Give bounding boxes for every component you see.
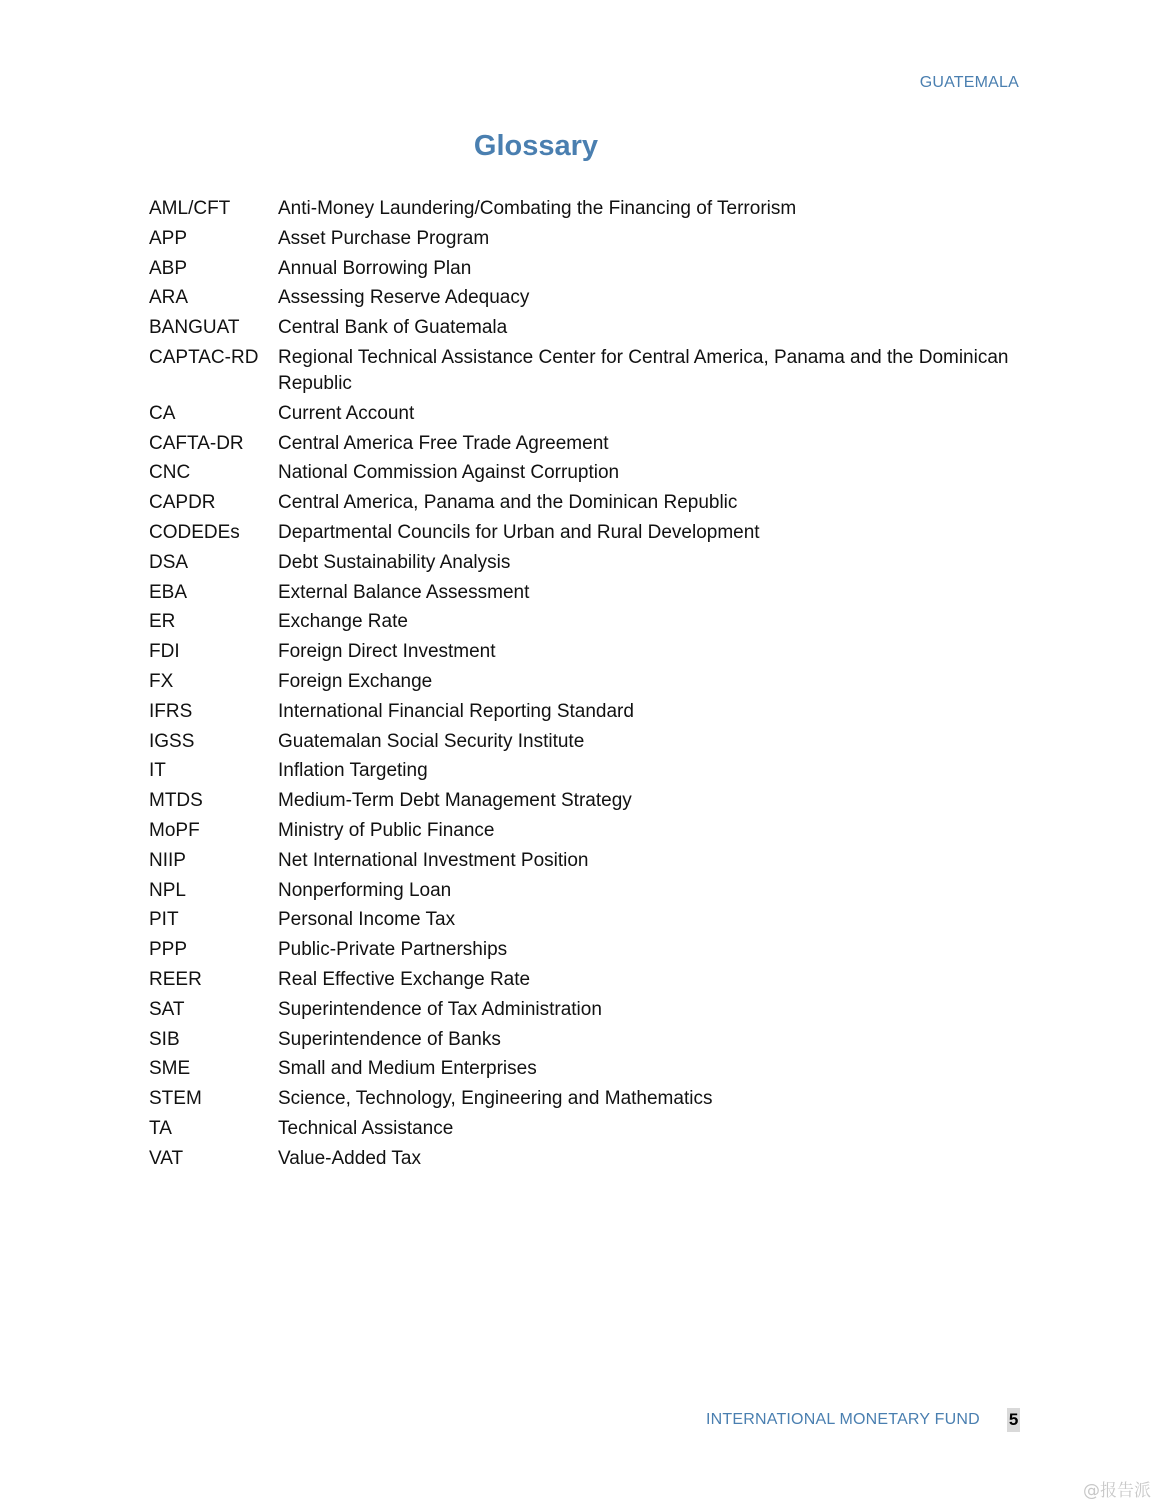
running-header: GUATEMALA — [919, 74, 1019, 91]
glossary-entry — [149, 788, 1049, 814]
glossary-entry — [149, 669, 1049, 695]
glossary-entry — [149, 758, 1049, 784]
glossary-abbreviation: IT — [149, 760, 166, 782]
glossary-definition: Foreign Direct Investment — [278, 641, 496, 663]
glossary-entry — [149, 401, 1049, 427]
glossary-definition: Value-Added Tax — [278, 1147, 421, 1169]
glossary-definition: Science, Technology, Engineering and Mathematics — [278, 1088, 713, 1110]
glossary-definition: Technical Assistance — [278, 1117, 454, 1139]
glossary-abbreviation: AML/CFT — [149, 198, 231, 219]
glossary-entry — [149, 937, 1049, 963]
glossary-abbreviation: CODEDEs — [149, 521, 240, 543]
page-number: 5 — [1007, 1408, 1020, 1432]
glossary-entry — [149, 1027, 1049, 1053]
glossary-entry — [149, 997, 1049, 1023]
glossary-entry — [149, 490, 1049, 516]
glossary-definition: Asset Purchase Program — [278, 227, 490, 249]
glossary-abbreviation: SIB — [149, 1028, 180, 1050]
glossary-entry — [149, 699, 1049, 725]
glossary-list — [149, 196, 1049, 1176]
glossary-abbreviation: STEM — [149, 1088, 202, 1110]
glossary-abbreviation: FX — [149, 670, 174, 692]
glossary-definition: Assessing Reserve Adequacy — [278, 287, 530, 309]
glossary-entry — [149, 639, 1049, 665]
glossary-entry — [149, 196, 1049, 222]
footer-organization: INTERNATIONAL MONETARY FUND — [706, 1411, 980, 1428]
glossary-definition: Superintendence of Tax Administration — [278, 998, 602, 1020]
glossary-entry — [149, 550, 1049, 576]
glossary-abbreviation: SME — [149, 1058, 191, 1080]
glossary-abbreviation: VAT — [149, 1147, 184, 1169]
page-footer — [706, 1408, 1020, 1432]
glossary-definition: Anti-Money Laundering/Combating the Financing of Terrorism — [278, 198, 797, 219]
glossary-entry — [149, 878, 1049, 904]
glossary-abbreviation: IFRS — [149, 700, 193, 722]
glossary-definition: National Commission Against Corruption — [278, 462, 620, 484]
glossary-definition: Regional Technical Assistance Center for Central America, Panama and the Dominican Republic — [278, 346, 1009, 394]
glossary-abbreviation: CAFTA-DR — [149, 432, 244, 454]
glossary-definition: Nonperforming Loan — [278, 879, 452, 901]
glossary-definition: Central America Free Trade Agreement — [278, 432, 609, 454]
glossary-definition: International Financial Reporting Standard — [278, 700, 634, 722]
glossary-entry — [149, 729, 1049, 755]
glossary-abbreviation: PPP — [149, 939, 188, 961]
glossary-entry — [149, 285, 1049, 311]
glossary-entry — [149, 1116, 1049, 1142]
glossary-definition: Small and Medium Enterprises — [278, 1058, 537, 1080]
glossary-definition: Net International Investment Position — [278, 849, 589, 871]
glossary-entry — [149, 609, 1049, 635]
glossary-entry — [149, 1146, 1049, 1172]
glossary-entry — [149, 1056, 1049, 1082]
glossary-abbreviation: PIT — [149, 909, 179, 931]
glossary-abbreviation: CNC — [149, 462, 191, 484]
glossary-abbreviation: BANGUAT — [149, 317, 240, 339]
glossary-abbreviation: SAT — [149, 998, 185, 1020]
glossary-entry — [149, 431, 1049, 457]
glossary-definition: Exchange Rate — [278, 611, 408, 633]
glossary-abbreviation: NPL — [149, 879, 186, 901]
watermark: @报告派 — [1083, 1481, 1151, 1501]
glossary-abbreviation: DSA — [149, 551, 189, 573]
glossary-definition: Ministry of Public Finance — [278, 819, 495, 841]
glossary-abbreviation: MoPF — [149, 819, 200, 841]
glossary-entry — [149, 907, 1049, 933]
glossary-definition: Debt Sustainability Analysis — [278, 551, 511, 573]
glossary-definition: Inflation Targeting — [278, 760, 428, 782]
glossary-definition: External Balance Assessment — [278, 581, 530, 603]
glossary-entry — [149, 818, 1049, 844]
glossary-abbreviation: ER — [149, 611, 176, 633]
glossary-definition: Central Bank of Guatemala — [278, 317, 508, 339]
glossary-definition: Departmental Councils for Urban and Rural Development — [278, 521, 760, 543]
glossary-abbreviation: ABP — [149, 257, 188, 279]
glossary-definition: Foreign Exchange — [278, 670, 433, 692]
glossary-abbreviation: CA — [149, 402, 176, 424]
glossary-abbreviation: TA — [149, 1117, 172, 1139]
glossary-entry — [149, 967, 1049, 993]
glossary-abbreviation: CAPTAC-RD — [149, 346, 259, 368]
glossary-entry — [149, 1086, 1049, 1112]
glossary-entry — [149, 256, 1049, 282]
glossary-entry — [149, 580, 1049, 606]
glossary-entry — [149, 460, 1049, 486]
glossary-definition: Central America, Panama and the Dominican Republic — [278, 492, 738, 514]
glossary-abbreviation: NIIP — [149, 849, 186, 871]
glossary-abbreviation: APP — [149, 227, 188, 249]
glossary-abbreviation: IGSS — [149, 730, 195, 752]
glossary-entry — [149, 520, 1049, 546]
page-title: Glossary — [473, 130, 599, 162]
glossary-definition: Personal Income Tax — [278, 909, 456, 931]
glossary-definition: Annual Borrowing Plan — [278, 257, 472, 279]
glossary-entry — [149, 315, 1049, 341]
glossary-abbreviation: CAPDR — [149, 492, 216, 514]
glossary-definition: Real Effective Exchange Rate — [278, 968, 531, 990]
glossary-abbreviation: ARA — [149, 287, 189, 309]
glossary-definition: Current Account — [278, 402, 415, 424]
glossary-abbreviation: FDI — [149, 641, 180, 663]
glossary-entry — [149, 226, 1049, 252]
glossary-definition: Superintendence of Banks — [278, 1028, 501, 1050]
glossary-abbreviation: REER — [149, 968, 202, 990]
glossary-definition: Guatemalan Social Security Institute — [278, 730, 585, 752]
glossary-entry — [149, 848, 1049, 874]
glossary-entry — [149, 345, 1049, 397]
glossary-abbreviation: MTDS — [149, 790, 203, 812]
glossary-definition: Public-Private Partnerships — [278, 939, 508, 961]
glossary-abbreviation: EBA — [149, 581, 188, 603]
glossary-definition: Medium-Term Debt Management Strategy — [278, 790, 632, 812]
